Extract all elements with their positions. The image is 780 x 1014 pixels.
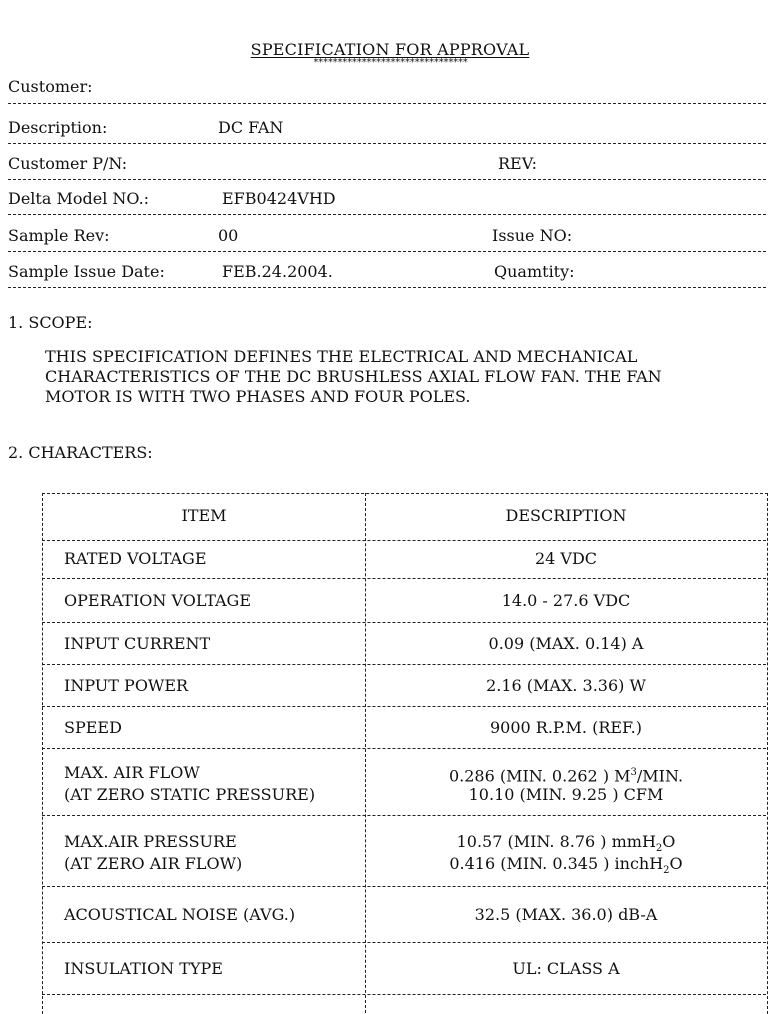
customer-row xyxy=(8,76,768,98)
desc-subscript: 2 xyxy=(663,865,670,877)
table-row xyxy=(42,749,766,816)
desc-text: 10.57 (MIN. 8.76 ) mmH xyxy=(456,832,656,851)
desc-cell: 9000 R.P.M. (REF.) xyxy=(489,718,642,737)
item-cell-sub: (AT ZERO STATIC PRESSURE) xyxy=(64,785,316,804)
table-row xyxy=(42,623,766,665)
item-cell: INPUT CURRENT xyxy=(64,634,211,653)
desc-superscript: 3 xyxy=(630,767,637,778)
scope-line: CHARACTERISTICS OF THE DC BRUSHLESS AXIAL FLOW FAN. THE FAN xyxy=(45,367,662,386)
table-row xyxy=(42,887,766,943)
desc-text: 0.286 (MIN. 0.262 ) M xyxy=(448,766,631,786)
rev-label: REV: xyxy=(498,154,538,173)
row-divider xyxy=(42,994,766,995)
item-cell-sub: (AT ZERO AIR FLOW) xyxy=(64,854,243,873)
item-cell: MAX. AIR FLOW xyxy=(64,763,200,782)
table-header-row xyxy=(42,493,766,541)
description-row xyxy=(8,117,768,139)
sample-rev-label: Sample Rev: xyxy=(8,226,110,245)
divider xyxy=(8,251,766,252)
item-cell: OPERATION VOLTAGE xyxy=(64,591,252,610)
quantity-label: Quamtity: xyxy=(494,262,575,281)
divider xyxy=(8,143,766,144)
desc-cell: 0.09 (MAX. 0.14) A xyxy=(488,634,644,653)
divider xyxy=(8,179,766,180)
table-row xyxy=(42,579,766,623)
issue-no-label: Issue NO: xyxy=(492,226,573,245)
desc-cell: 14.0 - 27.6 VDC xyxy=(501,591,631,610)
desc-subscript: 2 xyxy=(655,843,663,855)
characters-heading: 2. CHARACTERS: xyxy=(8,443,153,462)
item-cell: ACOUSTICAL NOISE (AVG.) xyxy=(64,905,296,924)
item-cell: INPUT POWER xyxy=(64,676,189,695)
desc-cell: 24 VDC xyxy=(534,549,598,568)
customer-pn-label: Customer P/N: xyxy=(8,154,128,173)
desc-cell: UL: CLASS A xyxy=(512,959,620,978)
customer-label: Customer: xyxy=(8,77,93,96)
scope-body xyxy=(45,347,745,407)
desc-text: 0.416 (MIN. 0.345 ) inchH xyxy=(449,854,664,873)
sample-rev-value: 00 xyxy=(218,226,239,245)
table-row xyxy=(42,943,766,995)
description-value: DC FAN xyxy=(218,118,284,137)
description-label: Description: xyxy=(8,118,108,137)
desc-tail: O xyxy=(662,832,676,851)
table-row xyxy=(42,816,766,887)
item-cell: RATED VOLTAGE xyxy=(64,549,207,568)
model-value: EFB0424VHD xyxy=(222,189,336,208)
scope-line: THIS SPECIFICATION DEFINES THE ELECTRICAL AND MECHANICAL xyxy=(45,347,638,366)
desc-cell-sub: 10.10 (MIN. 9.25 ) CFM xyxy=(468,785,664,804)
desc-cell: 32.5 (MAX. 36.0) dB-A xyxy=(474,905,658,924)
sample-issue-date-row xyxy=(8,261,768,283)
customer-pn-row xyxy=(8,153,768,175)
table-row xyxy=(42,665,766,707)
table-row xyxy=(42,541,766,579)
desc-tail: O xyxy=(669,854,683,873)
header-item: ITEM xyxy=(181,506,227,525)
scope-line: MOTOR IS WITH TWO PHASES AND FOUR POLES. xyxy=(45,387,471,406)
desc-cell: 2.16 (MAX. 3.36) W xyxy=(486,676,646,695)
table-row xyxy=(42,707,766,749)
item-cell: MAX.AIR PRESSURE xyxy=(64,832,237,851)
divider xyxy=(8,103,766,104)
divider xyxy=(8,287,766,288)
desc-cell-sub xyxy=(366,854,766,881)
desc-tail: /MIN. xyxy=(636,766,684,786)
divider xyxy=(8,214,766,215)
title-stars: ******************************** xyxy=(312,57,468,68)
sample-rev-row xyxy=(8,225,768,247)
sample-issue-date-value: FEB.24.2004. xyxy=(222,262,333,281)
document-title: SPECIFICATION FOR APPROVAL xyxy=(250,40,530,59)
item-cell: SPEED xyxy=(64,718,122,737)
header-description: DESCRIPTION xyxy=(505,506,627,525)
model-row xyxy=(8,188,768,210)
desc-cell xyxy=(366,763,766,786)
scope-heading: 1. SCOPE: xyxy=(8,313,93,332)
model-label: Delta Model NO.: xyxy=(8,189,150,208)
item-cell: INSULATION TYPE xyxy=(64,959,223,978)
sample-issue-date-label: Sample Issue Date: xyxy=(8,262,165,281)
